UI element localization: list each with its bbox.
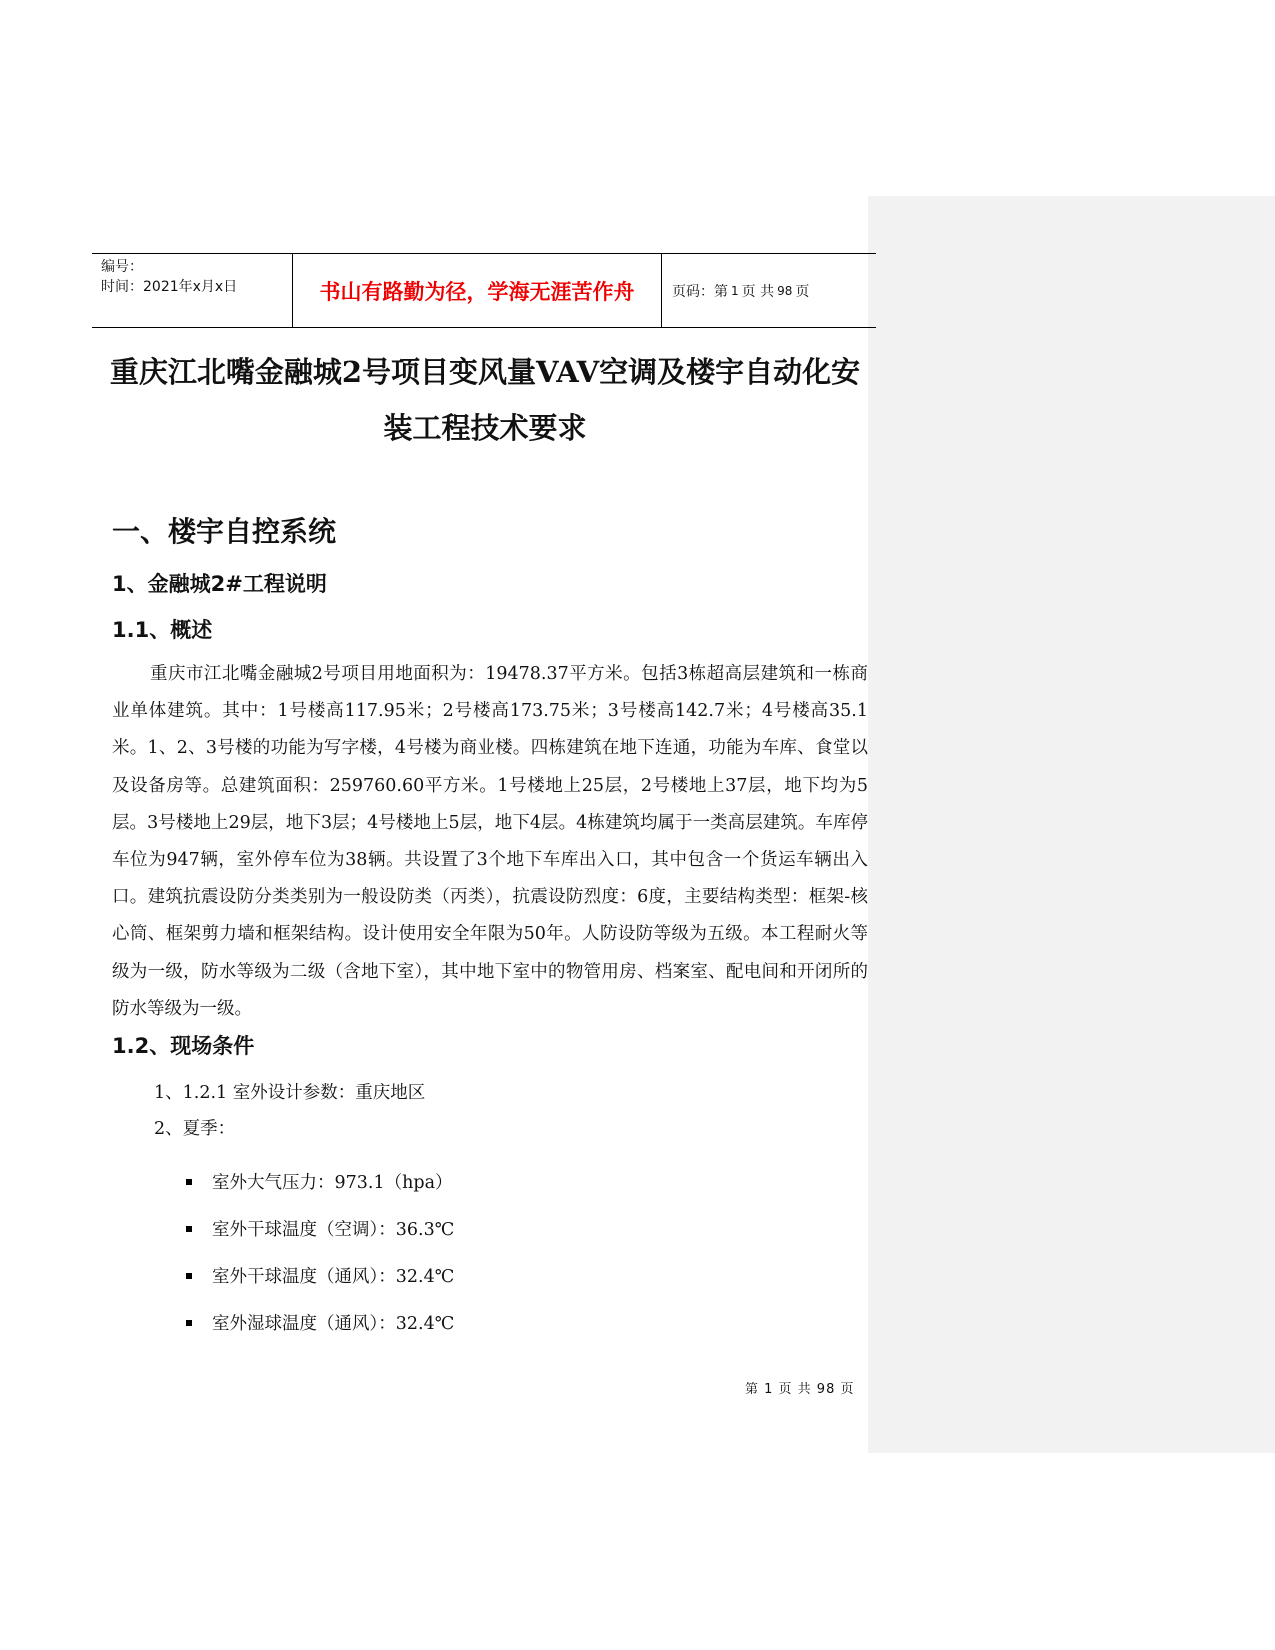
list-item [186, 1252, 454, 1299]
bullet-text: 室外干球温度（空调）：36.3℃ [212, 1220, 455, 1240]
page-suffix: 页 [795, 283, 810, 300]
list-item [186, 1158, 454, 1205]
list-item: 1、1.2.1 室外设计参数：重庆地区 [154, 1083, 426, 1103]
bullet-icon [186, 1273, 192, 1279]
title-line-1: 重庆江北嘴金融城2号项目变风量VAV空调及楼宇自动化安 [109, 355, 861, 389]
bullet-icon [186, 1179, 192, 1185]
subsection-heading: 1、金融城2#工程说明 [112, 572, 327, 596]
date-label: 时间：2021年x月x日 [101, 279, 238, 295]
header-motto: 书山有路勤为径，学海无涯苦作舟 [319, 279, 635, 304]
header-page-number [672, 254, 809, 327]
page-footer: 第 1 页 共 98 页 [745, 1382, 855, 1397]
list-item: 2、夏季： [154, 1119, 236, 1139]
header-divider [661, 254, 662, 327]
parameter-list [186, 1158, 454, 1346]
section-heading: 一、楼宇自控系统 [112, 515, 337, 548]
header-info [101, 257, 237, 297]
number-label: 编号： [101, 259, 143, 275]
comment-pane [868, 196, 1275, 1453]
page-current: 1 [731, 283, 739, 298]
document-title [100, 344, 870, 456]
bullet-text: 室外湿球温度（通风）：32.4℃ [212, 1314, 455, 1334]
subsection-heading: 1.1、概述 [112, 618, 213, 642]
page-prefix: 页码：第 [672, 283, 728, 300]
bullet-icon [186, 1320, 192, 1326]
title-line-2: 装工程技术要求 [383, 411, 587, 445]
bullet-text: 室外大气压力：973.1（hpa） [212, 1173, 453, 1193]
list-item [186, 1299, 454, 1346]
list-item [186, 1205, 454, 1252]
bullet-text: 室外干球温度（通风）：32.4℃ [212, 1267, 455, 1287]
header-table [92, 253, 876, 328]
overview-paragraph: 重庆市江北嘴金融城2号项目用地面积为：19478.37平方米。包括3栋超高层建筑和一栋商业单体建筑。其中：1号楼高117.95米；2号楼高173.75米；3号楼高142.7米；4号楼高35.1米。1、2、3号楼的功能为写字楼，4号楼为商业楼。四栋建筑在地下连通，功能为车库、食堂以及设备房等。总建筑面积：259760.60平方米。1号楼地上25层，2号楼地上37层，地下均为5层。3号楼地上29层，地下3层；4号楼地上5层，地下4层。4栋建筑均属于一类高层建筑。车库停车位为947辆，室外停车位为38辆。共设置了3个地下车库出入口，其中包含一个货运车辆出入口。建筑抗震设防分类类别为一般设防类（丙类），抗震设防烈度：6度，主要结构类型：框架-核心筒、框架剪力墙和框架结构。设计使用安全年限为50年。人防设防等级为五级。本工程耐火等级为一级，防水等级为二级（含地下室），其中地下室中的物管用房、档案室、配电间和开闭所的防水等级为一级。 [112, 664, 868, 1019]
page-middle: 页 共 [741, 283, 775, 300]
header-divider [292, 254, 293, 327]
page-total: 98 [777, 283, 793, 298]
subsection-heading: 1.2、现场条件 [112, 1034, 255, 1058]
bullet-icon [186, 1226, 192, 1232]
